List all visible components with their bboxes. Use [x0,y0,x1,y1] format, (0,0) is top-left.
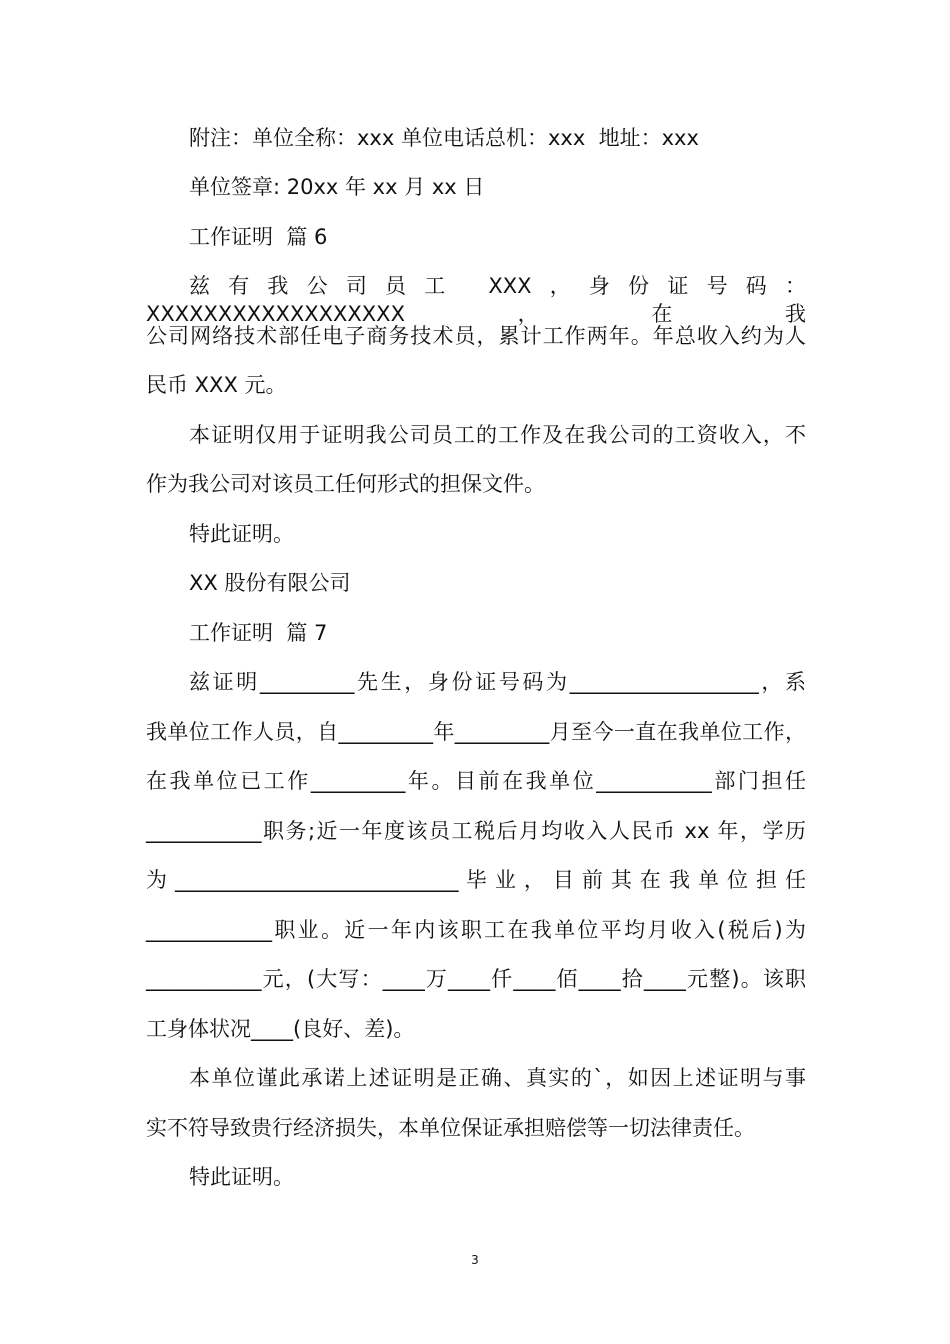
paragraph-line: 兹证明_________先生，身份证号码为__________________，系 [189,670,806,694]
paragraph-line: ____________职业。近一年内该职工在我单位平均月收入(税后)为 [146,918,806,942]
company-name: XX 股份有限公司 [189,571,351,595]
paragraph-line: 为 ___________________________ 毕 业 ， 目 前 其 在 我 单 位 担 任 [146,868,806,892]
paragraph-line: ___________元，(大写：____万____仟____佰____拾____元整)。该职 [146,967,806,991]
section-heading-6: 工作证明 篇 6 [189,225,328,249]
section-heading-7: 工作证明 篇 7 [189,621,328,645]
paragraph-line: 作为我公司对该员工任何形式的担保文件。 [146,472,545,496]
paragraph-line: 公司网络技术部任电子商务技术员，累计工作两年。年总收入约为人 [146,324,806,348]
paragraph-line: 本证明仅用于证明我公司员工的工作及在我公司的工资收入，不 [189,423,806,447]
paragraph-line: 实不符导致贵行经济损失，本单位保证承担赔偿等一切法律责任。 [146,1116,755,1140]
note-line: 附注：单位全称：xxx 单位电话总机：xxx 地址：xxx [189,126,699,150]
paragraph-line: 在我单位已工作_________年。目前在我单位___________部门担任 [146,769,806,793]
seal-date-line: 单位签章: 20xx 年 xx 月 xx 日 [189,175,485,199]
paragraph-line: 民币 XXX 元。 [146,373,287,397]
page-number: 3 [471,1253,479,1267]
paragraph-line: 本单位谨此承诺上述证明是正确、真实的`，如因上述证明与事 [189,1066,806,1090]
paragraph-line: 我单位工作人员，自_________年_________月至今一直在我单位工作， [146,720,806,744]
closing-line: 特此证明。 [189,522,294,546]
paragraph-line: ___________职务;近一年度该员工税后月均收入人民币 xx 年，学历 [146,819,806,843]
paragraph-line: 工身体状况____(良好、差)。 [146,1017,415,1041]
paragraph-line: 兹有我公司员工 XXX，身份证号码：XXXXXXXXXXXXXXXXXX，在我 [146,274,806,326]
closing-line: 特此证明。 [189,1165,294,1189]
